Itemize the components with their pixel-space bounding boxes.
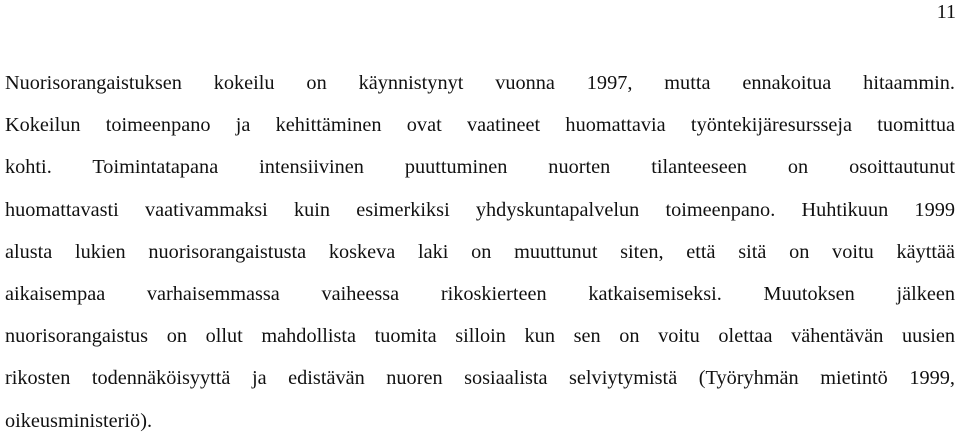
paragraph-line: rikosten todennäköisyyttä ja edistävän nuoren sosiaalista selviytymistä (Työryhmän mietintö 1999, bbox=[5, 367, 955, 390]
paragraph-line: nuorisorangaistus on ollut mahdollista tuomita silloin kun sen on voitu olettaa vähentävän uusien bbox=[5, 325, 955, 348]
paragraph-line: Nuorisorangaistuksen kokeilu on käynnistynyt vuonna 1997, mutta ennakoitua hitaammin. bbox=[5, 72, 955, 94]
paragraph-line: Kokeilun toimeenpano ja kehittäminen ovat vaatineet huomattavia työntekijäresursseja tuomittua bbox=[5, 114, 955, 137]
paragraph-line: kohti. Toimintatapana intensiivinen puuttuminen nuorten tilanteeseen on osoittautunut bbox=[5, 156, 955, 179]
page-number: 11 bbox=[936, 1, 956, 23]
paragraph-line: aikaisempaa varhaisemmassa vaiheessa rikoskierteen katkaisemiseksi. Muutoksen jälkeen bbox=[5, 282, 955, 305]
paragraph-line: huomattavasti vaativammaksi kuin esimerkiksi yhdyskuntapalvelun toimeenpano. Huhtikuun 1999 bbox=[5, 198, 955, 221]
paragraph-line: oikeusministeriö). bbox=[5, 409, 153, 432]
paragraph-line: alusta lukien nuorisorangaistusta koskeva laki on muuttunut siten, että sitä on voitu käyttää bbox=[5, 240, 955, 263]
body-paragraph bbox=[5, 62, 955, 442]
